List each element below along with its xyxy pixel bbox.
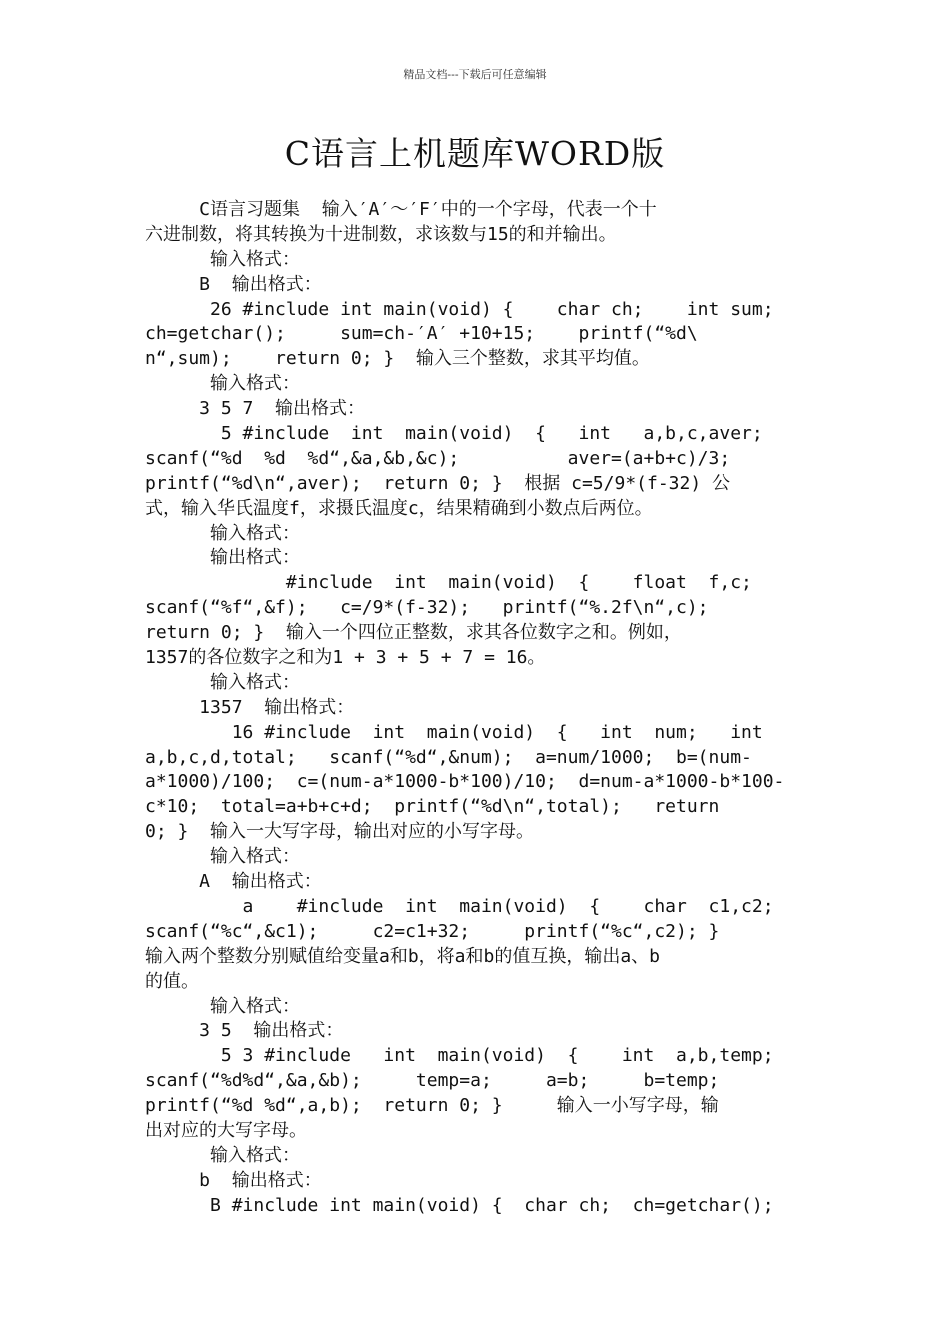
text-line: 3 5 7 输出格式： — [145, 398, 366, 420]
text-line: a #include int main(void) { char c1,c2; — [145, 895, 774, 917]
text-line: scanf(“%d %d %d“,&a,&b,&c); aver=(a+b+c)/3; — [145, 447, 731, 469]
text-line: a,b,c,d,total; scanf(“%d“,&num); a=num/1000; b=(num- — [145, 746, 752, 768]
text-line: 1357 输出格式： — [145, 696, 355, 718]
text-line: 输入格式： — [145, 671, 301, 693]
text-line: 输出格式： — [145, 547, 301, 569]
text-line: 输入格式： — [145, 373, 301, 395]
text-line: B 输出格式： — [145, 273, 322, 295]
text-line: 输入格式： — [145, 522, 301, 544]
text-line: 输入格式： — [145, 995, 301, 1017]
text-line: 六进制数，将其转换为十进制数，求该数与15的和并输出。 — [145, 223, 617, 245]
document-title: C语言上机题库WORD版 — [284, 134, 666, 173]
text-line: A 输出格式： — [145, 871, 322, 893]
text-line: 26 #include int main(void) { char ch; int sum; — [145, 298, 774, 320]
text-line: n“,sum); return 0; } 输入三个整数，求其平均值。 — [145, 348, 650, 370]
text-line: 5 3 #include int main(void) { int a,b,temp; — [145, 1045, 774, 1067]
text-line: 输入格式： — [145, 248, 301, 270]
text-line: return 0; } 输入一个四位正整数，求其各位数字之和。例如， — [145, 622, 682, 644]
text-line: scanf(“%c“,&c1); c2=c1+32; printf(“%c“,c2); } — [145, 920, 720, 942]
text-line: c*10; total=a+b+c+d; printf(“%d\n“,total); return — [145, 796, 720, 818]
text-line: 输入格式： — [145, 846, 301, 868]
text-line: 0; } 输入一大写字母，输出对应的小写字母。 — [145, 821, 535, 843]
text-line: scanf(“%f“,&f); c=/9*(f-32); printf(“%.2f\n“,c); — [145, 597, 709, 619]
text-line: C语言习题集 输入′A′～′F′中的一个字母，代表一个十 — [145, 199, 657, 220]
document-body — [145, 198, 810, 1219]
text-line: 式，输入华氏温度f，求摄氏温度c，结果精确到小数点后两位。 — [145, 497, 653, 519]
text-line: b 输出格式： — [145, 1169, 322, 1191]
page-header: 精品文档---下载后可任意编辑 — [403, 68, 547, 81]
text-line: 出对应的大写字母。 — [145, 1119, 307, 1141]
text-line: B #include int main(void) { char ch; ch=getchar(); — [145, 1194, 774, 1216]
text-line: 的值。 — [145, 970, 199, 992]
text-line: scanf(“%d%d“,&a,&b); temp=a; a=b; b=temp; — [145, 1070, 720, 1092]
text-line: #include int main(void) { float f,c; — [145, 572, 752, 594]
text-line: printf(“%d\n“,aver); return 0; } 根据 c=5/9*(f-32) 公 — [145, 472, 731, 494]
text-line: 输入格式： — [145, 1144, 301, 1166]
text-line: ch=getchar(); sum=ch-′A′ +10+15; printf(“%d\ — [145, 323, 698, 345]
text-line: 3 5 输出格式： — [145, 1020, 344, 1042]
text-line: 16 #include int main(void) { int num; int — [145, 721, 763, 743]
text-line: a*1000)/100; c=(num-a*1000-b*100)/10; d=num-a*1000-b*100- — [145, 771, 785, 793]
text-line: printf(“%d %d“,a,b); return 0; } 输入一小写字母，输 — [145, 1095, 719, 1117]
text-line: 5 #include int main(void) { int a,b,c,aver; — [145, 423, 763, 445]
text-line: 输入两个整数分别赋值给变量a和b，将a和b的值互换，输出a、b — [145, 945, 661, 967]
text-line: 1357的各位数字之和为1 + 3 + 5 + 7 = 16。 — [145, 647, 546, 669]
